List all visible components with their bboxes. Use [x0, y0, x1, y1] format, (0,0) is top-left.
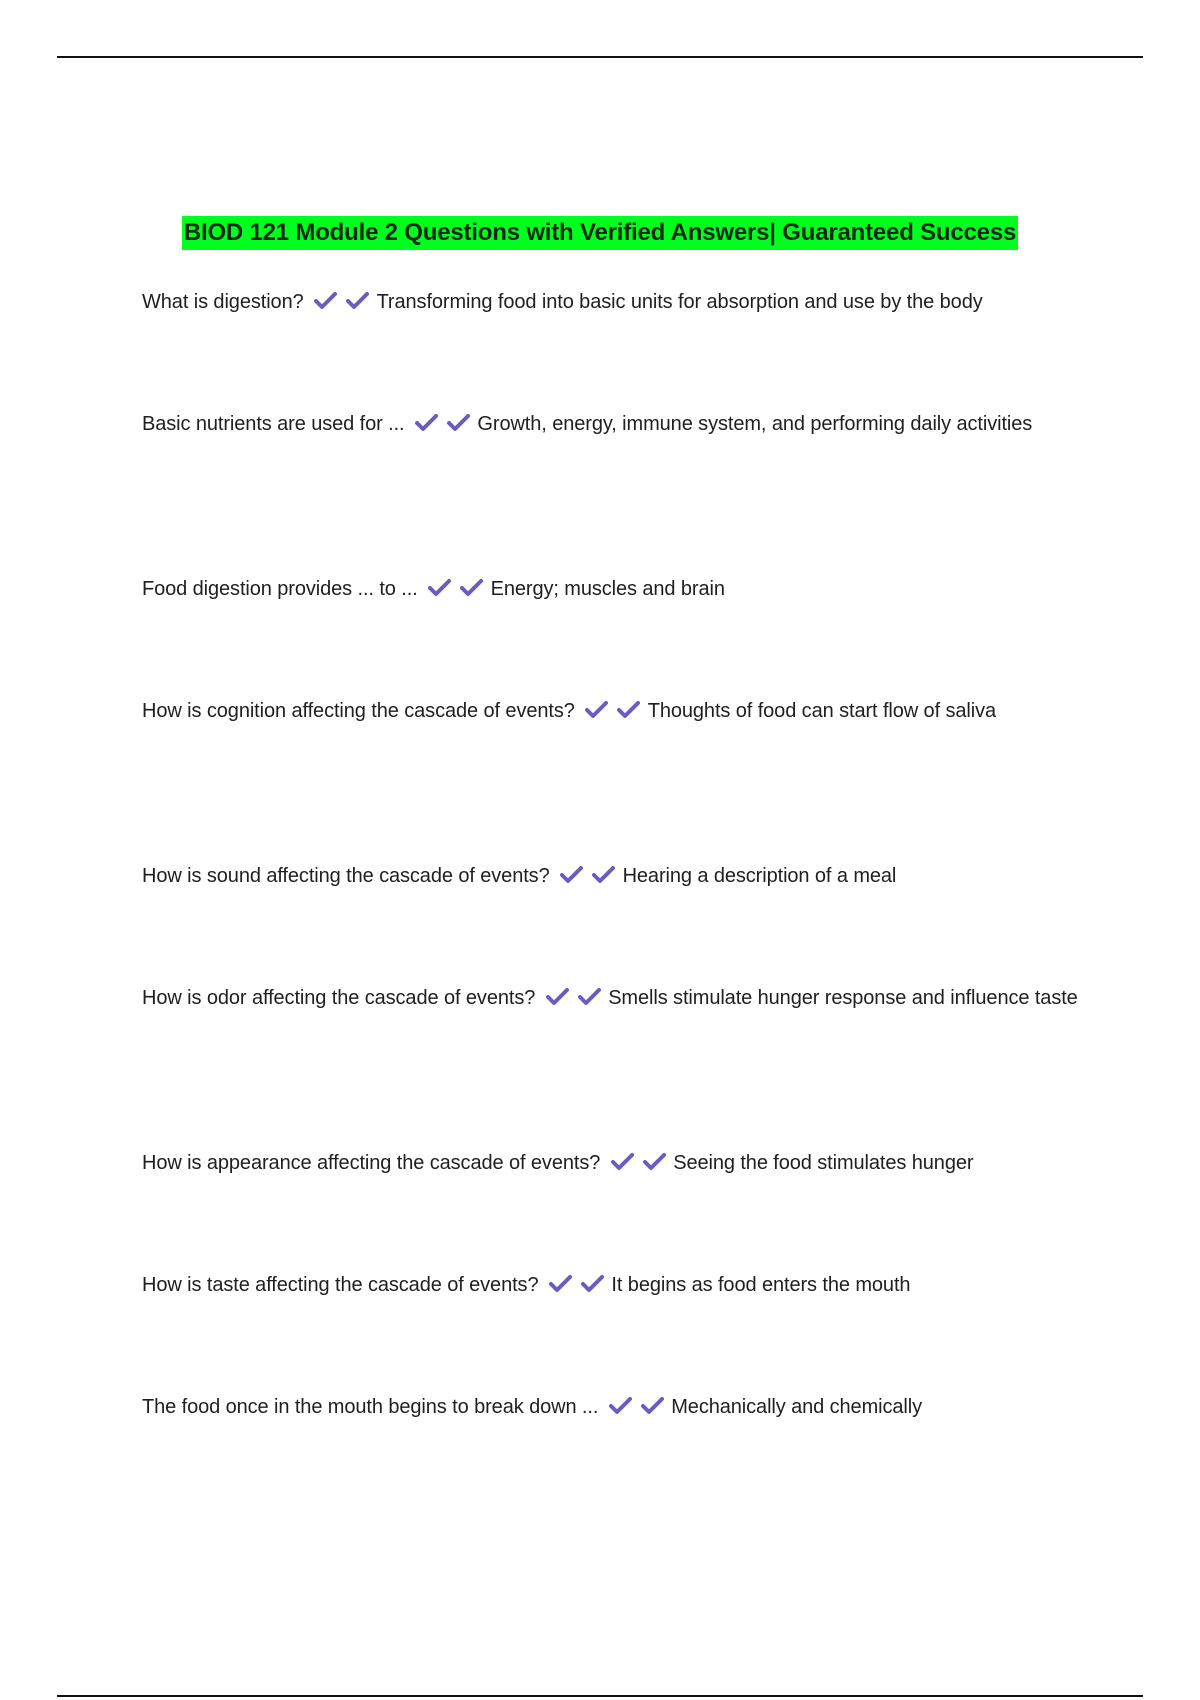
check-icon: [584, 701, 608, 719]
question-text: How is appearance affecting the cascade of events?: [142, 1152, 601, 1174]
check-icon: [580, 1275, 604, 1293]
answer-text: Seeing the food stimulates hunger: [673, 1152, 974, 1174]
answer-text: Thoughts of food can start flow of saliva: [647, 700, 997, 722]
answer-text: Growth, energy, immune system, and performing daily activities: [477, 413, 1033, 435]
qa-item: [142, 854, 1082, 898]
qa-item: [142, 402, 1082, 446]
check-icon: [640, 1397, 664, 1415]
check-icon: [610, 1153, 634, 1171]
answer-text: Energy; muscles and brain: [490, 578, 725, 600]
check-icon: [313, 292, 337, 310]
answer-text: Smells stimulate hunger response and influence taste: [608, 987, 1078, 1009]
question-text: What is digestion?: [142, 291, 304, 313]
answer-text: It begins as food enters the mouth: [611, 1274, 911, 1296]
top-rule: [57, 56, 1143, 58]
answer-text: Transforming food into basic units for absorption and use by the body: [376, 291, 983, 313]
qa-item: [142, 1141, 1082, 1185]
question-text: How is odor affecting the cascade of events?: [142, 987, 536, 1009]
question-text: Basic nutrients are used for ...: [142, 413, 405, 435]
check-icon: [545, 988, 569, 1006]
qa-item: [142, 1263, 1082, 1307]
answer-text: Hearing a description of a meal: [622, 865, 897, 887]
check-icon: [459, 579, 483, 597]
answer-text: Mechanically and chemically: [671, 1396, 922, 1418]
qa-item: [142, 1385, 1082, 1429]
check-icon: [414, 414, 438, 432]
question-text: How is cognition affecting the cascade of events?: [142, 700, 575, 722]
check-icon: [427, 579, 451, 597]
bottom-rule: [57, 1695, 1143, 1697]
question-text: How is sound affecting the cascade of events?: [142, 865, 550, 887]
qa-item: [142, 280, 1082, 324]
check-icon: [642, 1153, 666, 1171]
question-text: Food digestion provides ... to ...: [142, 578, 418, 600]
check-icon: [577, 988, 601, 1006]
check-icon: [559, 866, 583, 884]
question-text: The food once in the mouth begins to break down ...: [142, 1396, 599, 1418]
check-icon: [446, 414, 470, 432]
question-text: How is taste affecting the cascade of events?: [142, 1274, 539, 1296]
check-icon: [345, 292, 369, 310]
qa-item: [142, 976, 1082, 1020]
qa-item: [142, 567, 1082, 611]
check-icon: [548, 1275, 572, 1293]
title-container: [0, 216, 1200, 250]
document-title: BIOD 121 Module 2 Questions with Verified Answers| Guaranteed Success: [182, 216, 1018, 250]
check-icon: [591, 866, 615, 884]
check-icon: [608, 1397, 632, 1415]
check-icon: [616, 701, 640, 719]
qa-item: [142, 689, 1082, 733]
